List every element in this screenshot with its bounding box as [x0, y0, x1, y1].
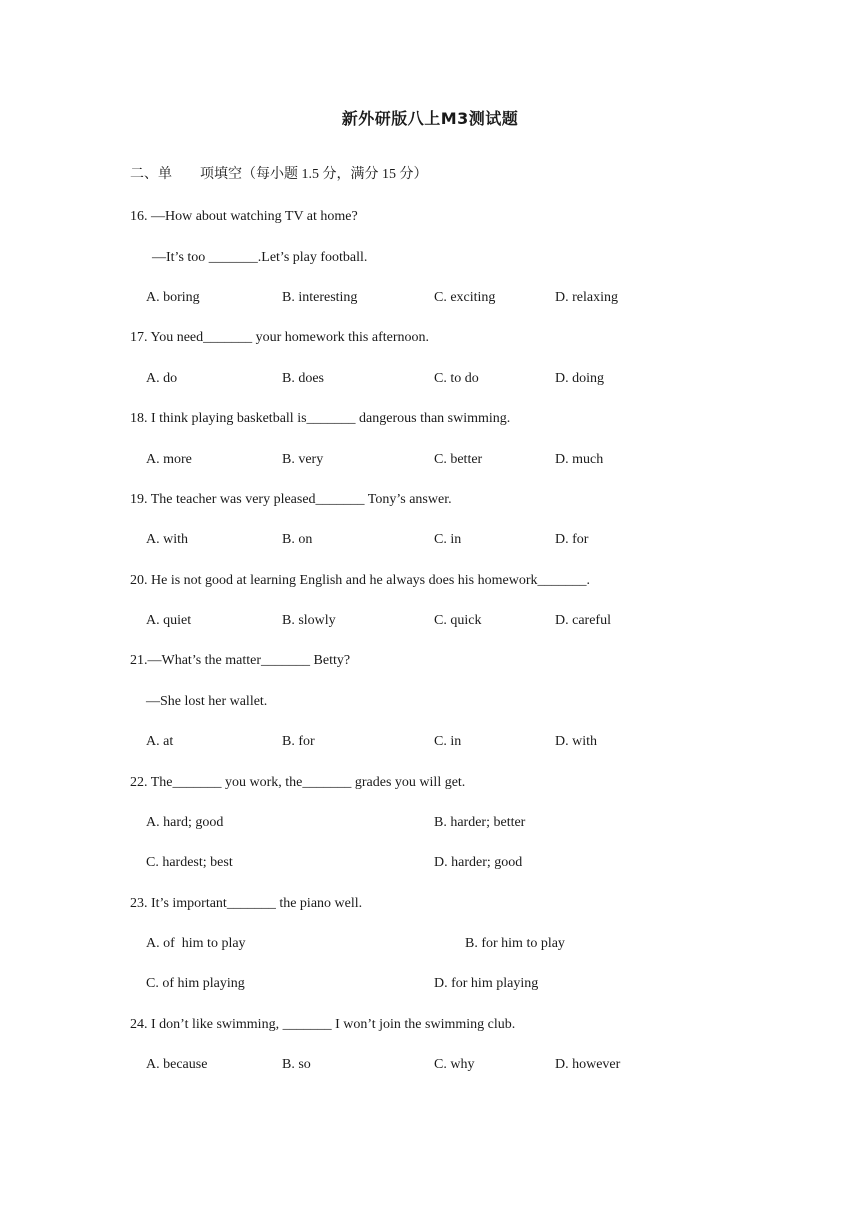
page-title: 新外研版八上M3测试题 — [341, 109, 519, 128]
question-23-option-a: A. of him to play — [146, 936, 246, 951]
question-23-option-d: D. for him playing — [434, 976, 539, 991]
question-19-option-a: A. with — [146, 532, 188, 547]
question-18-option-b: B. very — [282, 452, 324, 467]
question-16-stem: 16. —How about watching TV at home? — [130, 209, 358, 224]
question-20-option-c: C. quick — [434, 613, 482, 628]
question-19-option-d: D. for — [555, 532, 589, 547]
question-16-option-a: A. boring — [146, 290, 200, 305]
question-22-option-d: D. harder; good — [434, 855, 523, 870]
question-19-option-c: C. in — [434, 532, 462, 547]
question-21-option-a: A. at — [146, 734, 174, 749]
question-17-option-b: B. does — [282, 371, 324, 386]
question-22-option-b: B. harder; better — [434, 815, 526, 830]
question-18-stem: 18. I think playing basketball is_______ dangerous than swimming. — [130, 411, 511, 426]
question-21-stem: 21.—What’s the matter_______ Betty? — [130, 653, 351, 668]
question-21-reply: —She lost her wallet. — [146, 694, 268, 709]
question-18-option-a: A. more — [146, 452, 192, 467]
question-17-option-a: A. do — [146, 371, 178, 386]
question-21-option-b: B. for — [282, 734, 315, 749]
section-heading: 二、单 项填空（每小题 1.5 分，满分 15 分） — [130, 167, 428, 182]
question-24-option-d: D. however — [555, 1057, 621, 1072]
question-20-option-a: A. quiet — [146, 613, 192, 628]
question-23-option-b: B. for him to play — [465, 936, 565, 951]
question-16-option-d: D. relaxing — [555, 290, 618, 305]
question-18-option-c: C. better — [434, 452, 483, 467]
question-20-stem: 20. He is not good at learning English and he always does his homework_______. — [130, 573, 590, 588]
question-24-option-a: A. because — [146, 1057, 208, 1072]
question-16-reply: —It’s too _______.Let’s play football. — [152, 250, 368, 265]
question-22-stem: 22. The_______ you work, the_______ grades you will get. — [130, 775, 466, 790]
question-17-option-d: D. doing — [555, 371, 604, 386]
question-19-stem: 19. The teacher was very pleased_______ Tony’s answer. — [130, 492, 452, 507]
question-16-option-b: B. interesting — [282, 290, 358, 305]
question-19-option-b: B. on — [282, 532, 313, 547]
question-17-option-c: C. to do — [434, 371, 479, 386]
question-17-stem: 17. You need_______ your homework this afternoon. — [130, 330, 430, 345]
question-22-option-a: A. hard; good — [146, 815, 224, 830]
question-23-option-c: C. of him playing — [146, 976, 245, 991]
question-21-option-c: C. in — [434, 734, 462, 749]
question-20-option-d: D. careful — [555, 613, 611, 628]
question-16-option-c: C. exciting — [434, 290, 496, 305]
question-20-option-b: B. slowly — [282, 613, 336, 628]
question-18-option-d: D. much — [555, 452, 604, 467]
question-23-stem: 23. It’s important_______ the piano well. — [130, 896, 363, 911]
question-22-option-c: C. hardest; best — [146, 855, 233, 870]
question-24-stem: 24. I don’t like swimming, _______ I won’t join the swimming club. — [130, 1017, 516, 1032]
question-24-option-c: C. why — [434, 1057, 475, 1072]
question-24-option-b: B. so — [282, 1057, 311, 1072]
question-21-option-d: D. with — [555, 734, 597, 749]
